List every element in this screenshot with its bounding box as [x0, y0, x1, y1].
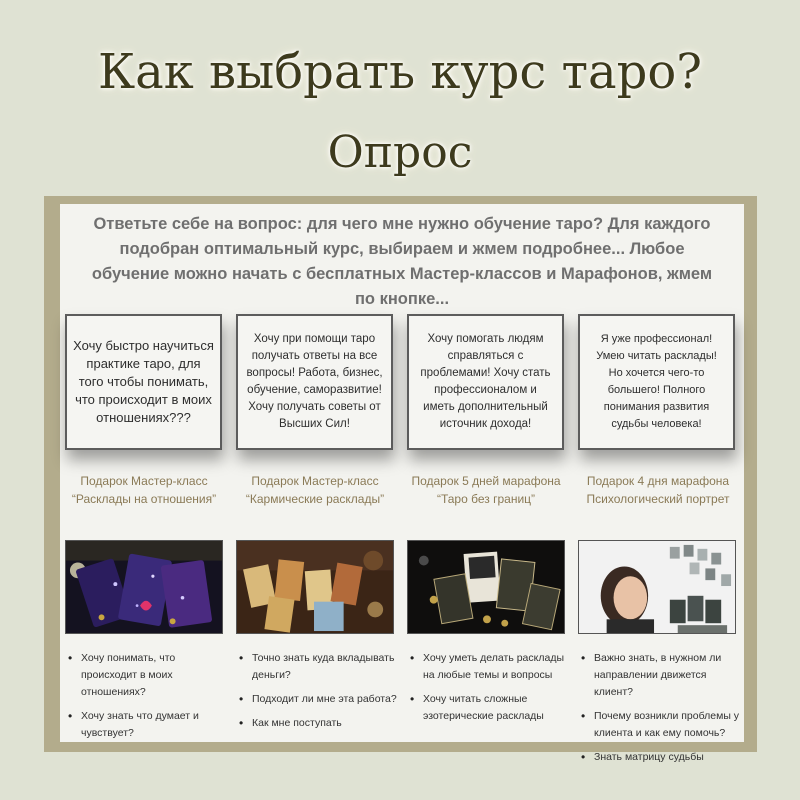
page-title: Как выбрать курс таро? [97, 44, 703, 100]
bullet-list-4 [578, 650, 740, 773]
list-item: • Хочу читать сложные эзотерические расклады [407, 691, 569, 725]
gift-label-2[interactable]: Подарок Мастер-класс “Кармические расклады” [245, 474, 385, 506]
list-item: • Точно знать куда вкладывать деньги? [236, 650, 398, 684]
list-item: • Хочу знать что думает и чувствует? [65, 708, 227, 742]
tarot-cards-dark-table-photo[interactable] [407, 540, 565, 634]
list-item: • Почему возникли проблемы у клиента и как ему помочь? [578, 708, 740, 742]
tarot-spread-table-photo[interactable] [236, 540, 394, 634]
gift-label-4[interactable]: Подарок 4 дня марафона Психологический портрет [586, 474, 730, 506]
gift-label-3[interactable]: Подарок 5 дней марафона “Таро без границ” [411, 474, 561, 506]
list-item: • Хочу уметь делать расклады на любые темы и вопросы [407, 650, 569, 684]
list-item: • Подходит ли мне эта работа? [236, 691, 398, 708]
option-card-2[interactable] [236, 314, 393, 450]
bullet-list-3 [407, 650, 569, 732]
bullet-list-1 [65, 650, 227, 749]
gift-label-1[interactable]: Подарок Мастер-класс “Расклады на отношения” [71, 474, 217, 506]
bullet-list-2 [236, 650, 398, 739]
option-question: Хочу помогать людям справляться с проблемами! Хочу стать профессионалом и иметь дополнительный источник дохода! [420, 333, 551, 430]
survey-panel [60, 204, 744, 763]
option-card-4[interactable] [578, 314, 735, 450]
list-item: • Хочу понимать, что происходит в моих отношениях? [65, 650, 227, 701]
list-item: • Знать матрицу судьбы [578, 749, 740, 766]
woman-with-cards-photo[interactable] [578, 540, 736, 634]
list-item: • Важно знать, в нужном ли направлении движется клиент? [578, 650, 740, 701]
option-question: Я уже профессионал! Умею читать расклады! Но хочется чего-то большего! Полного понимания развития судьбы человека! [596, 333, 717, 430]
option-card-3[interactable] [407, 314, 564, 450]
page-subtitle: Опрос [327, 127, 473, 178]
option-question: Хочу при помощи таро получать ответы на все вопросы! Работа, бизнес, обучение, саморазвитие! Хочу получать советы от Высших Сил! [246, 333, 383, 430]
option-question: Хочу быстро научиться практике таро, для того чтобы понимать, что происходит в моих отношениях??? [73, 338, 214, 425]
intro-text: Ответьте себе на вопрос: для чего мне нужно обучение таро? Для каждого подобран оптимальный курс, выбираем и жмем подробнее... Любое обучение можно начать с бесплатных Мастер-классов и Марафонов, жмем по кнопке... [91, 215, 713, 308]
tarot-cards-cosmic-photo[interactable] [65, 540, 223, 634]
option-card-1[interactable] [65, 314, 222, 450]
list-item: • Как мне поступать [236, 715, 398, 732]
